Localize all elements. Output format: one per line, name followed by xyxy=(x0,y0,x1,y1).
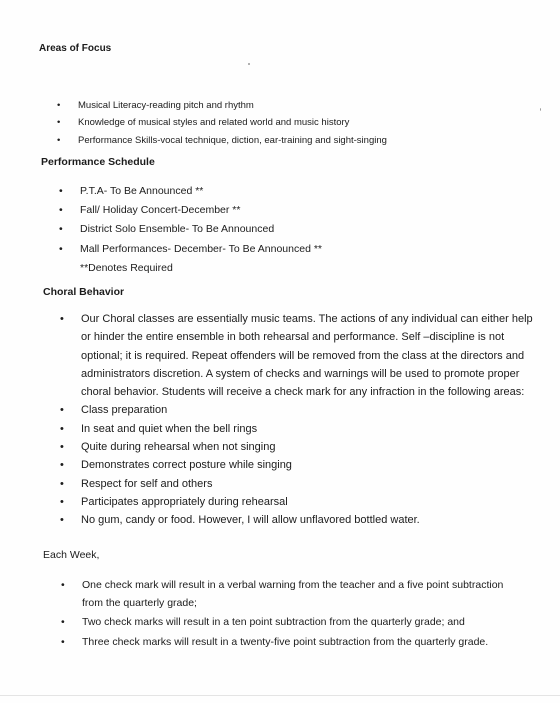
list-item: • Class preparation xyxy=(81,401,533,419)
list-item: • Fall/ Holiday Concert-December ** xyxy=(80,201,520,220)
choral-behavior-list xyxy=(81,310,533,530)
list-item: • Mall Performances- December- To Be Announced ** xyxy=(80,240,520,259)
performance-schedule-heading: Performance Schedule xyxy=(41,156,155,168)
list-item: • Knowledge of musical styles and related world and music history xyxy=(78,114,538,131)
list-item: • In seat and quiet when the bell rings xyxy=(81,420,533,438)
areas-of-focus-heading: Areas of Focus xyxy=(39,43,112,54)
each-week-list xyxy=(82,577,522,651)
list-item: • Musical Literacy-reading pitch and rhythm xyxy=(78,97,538,114)
performance-schedule-list xyxy=(80,182,520,278)
choral-behavior-intro: • Our Choral classes are essentially music teams. The actions of any individual can either help or hinder the entire ensemble in both rehearsal and performance. Self –discipline is not optional; it is required. Repeat offenders will be removed from the class at the directors and administrators discretion. A system of checks and warnings will be used to promote proper choral behavior. Students will receive a check mark for any infraction in the following areas: xyxy=(81,310,533,401)
scan-speck xyxy=(540,108,541,111)
list-item: • P.T.A- To Be Announced ** xyxy=(80,182,520,201)
list-item: • Respect for self and others xyxy=(81,475,533,493)
areas-of-focus-list xyxy=(78,97,538,149)
list-item: • Participates appropriately during rehearsal xyxy=(81,493,533,511)
scan-speck xyxy=(248,63,250,65)
list-item: • No gum, candy or food. However, I will allow unflavored bottled water. xyxy=(81,511,533,529)
list-item: • Performance Skills-vocal technique, diction, ear-training and sight-singing xyxy=(78,132,538,149)
list-item: • Quite during rehearsal when not singing xyxy=(81,438,533,456)
required-note: **Denotes Required xyxy=(80,261,173,274)
list-item: • Two check marks will result in a ten point subtraction from the quarterly grade; and xyxy=(82,614,522,632)
list-item: • District Solo Ensemble- To Be Announced xyxy=(80,220,520,239)
each-week-heading: Each Week, xyxy=(43,549,100,561)
choral-behavior-heading: Choral Behavior xyxy=(43,286,125,298)
list-item: • Demonstrates correct posture while singing xyxy=(81,456,533,474)
page-edge xyxy=(0,695,560,696)
list-item: • One check mark will result in a verbal warning from the teacher and a five point subtraction from the quarterly grade; xyxy=(82,577,522,612)
list-item: • Three check marks will result in a twenty-five point subtraction from the quarterly grade. xyxy=(82,634,522,652)
